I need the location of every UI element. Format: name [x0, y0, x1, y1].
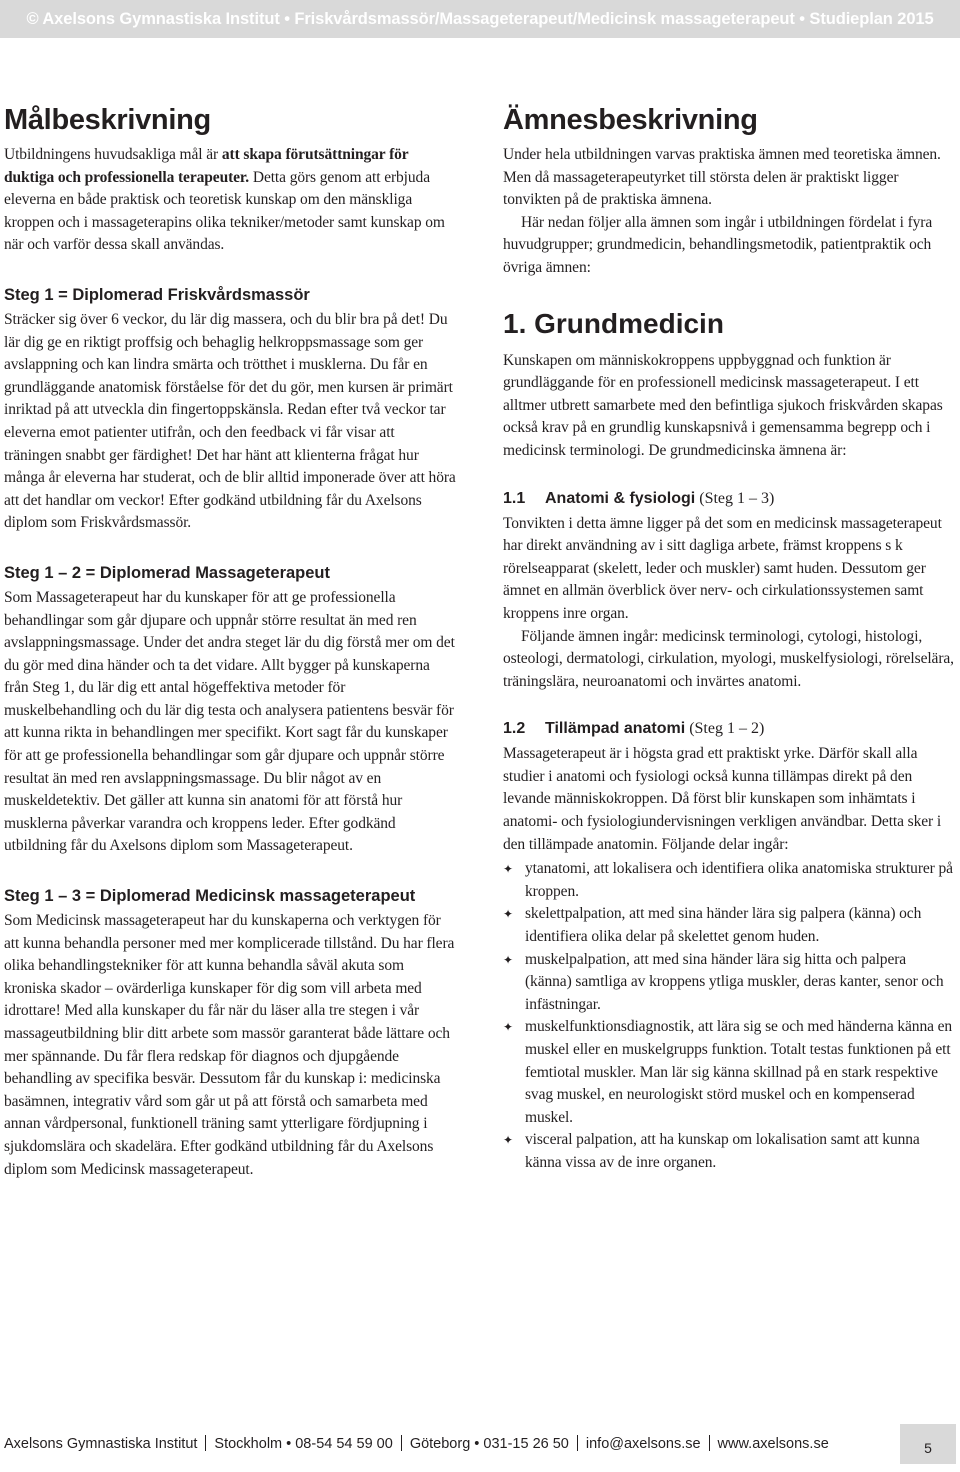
step3-text: Som Medicinsk massageterapeut har du kunskaperna och verktygen för att kunna behandla personer med mer komplicerade tillstånd. Du har flera olika behandlingstekniker för att kunna behandla såväl akuta som kroniska skador – ovärderliga kunskaper för dig som vill arbeta med idrottare! Med alla kunskaper du får när du läser alla tre stegen i vår massageutbildning blir ditt arbete som massör garanterat både lättare och mer spännande. Du får flera redskap för diagnos och djupgående behandling av specifika besvär. Dessutom får du kunskap i: medicinska basämnen, integrativ vård som går ut på att förstå och samarbeta med annan vårdpersonal, funktionell träning samt ytterligare fördjupning i sjukdomslära och skadelära. Efter godkänd utbildning får du Axelsons diplom som Medicinsk massageterapeut. [4, 912, 455, 1178]
left-column [4, 100, 456, 1181]
malbeskrivning-intro [4, 144, 456, 257]
amnes-intro-2: Här nedan följer alla ämnen som ingår i utbildningen fördelat i fyra huvudgrupper; grundmedicin, behandlingsmetodik, patientpraktik och övriga ämnen: [503, 213, 933, 276]
anatomi-fysiologi-heading [503, 487, 955, 511]
grundmedicin-heading: 1. Grundmedicin [503, 307, 724, 339]
footer-web-link[interactable]: www.axelsons.se [717, 1436, 829, 1452]
footer-divider [205, 1435, 206, 1451]
list-item [503, 1016, 955, 1129]
list-item-text: skelettpalpation, att med sina händer lära sig palpera (känna) och identifiera olika delar på skelettet genom huden. [525, 905, 922, 946]
malbeskrivning-heading: Målbeskrivning [4, 104, 211, 136]
footer-divider [709, 1435, 710, 1451]
step3-heading: Steg 1 – 3 = Diplomerad Medicinsk massageterapeut [4, 887, 416, 906]
anatomi-text-2: Följande ämnen ingår: medicinsk terminologi, cytologi, histologi, osteologi, dermatologi, cirkulation, myologi, muskelfysiologi, rörelselära, träningslära, neuroanatomi och invärtes anatomi. [503, 627, 954, 690]
tillampad-number: 1.2 [503, 720, 526, 738]
running-header: © Axelsons Gymnastiska Institut • Friskvårdsmassör/Massageterapeut/Medicinsk massageterapeut • Studieplan 2015 [0, 0, 960, 38]
step1-text: Sträcker sig över 6 veckor, du lär dig massera, och du blir bra på det! Du lär dig ge en riktigt proffsig och behaglig helkroppsmassage som ger avslappning och kan lindra smärta och trötthet i musklerna. Du får en grundläggande anatomisk förståelse för det du gör, men kursen är primärt inriktad på att utveckla din fingertoppskänsla. Redan efter två veckor tar eleverna emot patienter utifrån, och den feedback vi får visar att träningen snabbt ger färdighet! Det har hänt att klienterna frågat hur många år eleverna har studerat, och de blir alltid imponerade över att höra att det handlar om veckor! Efter godkänd utbildning får du Axelsons diplom som Friskvårdsmassör. [4, 310, 456, 532]
footer-email-link[interactable]: info@axelsons.se [585, 1436, 701, 1452]
tillampad-anatomi-heading [503, 717, 955, 741]
footer-divider [401, 1435, 402, 1451]
page-number: 5 [900, 1424, 956, 1464]
bullet-icon: ✦ [503, 907, 513, 922]
footer-divider [577, 1435, 578, 1451]
list-item [503, 949, 955, 1017]
anatomi-title: Anatomi & fysiologi [545, 489, 696, 507]
bullet-icon: ✦ [503, 862, 513, 877]
page-footer [4, 1432, 884, 1456]
intro-bold: att skapa förutsättningar för duktiga och professionella terapeuter. [4, 146, 409, 186]
bullet-icon: ✦ [503, 1020, 513, 1035]
bullet-icon: ✦ [503, 1133, 513, 1148]
step2-text: Som Massageterapeut har du kunskaper för att ge professionella behandlingar som går djupare och uppnår större resultat än med ren avslappningsmassage. Under det andra steget lär du dig förstå mer om det du gör med dina händer och ta det vidare. Allt bygger på kunskaperna från Steg 1, du lär dig ett antal högeffektiva metoder för muskelbehandling och du lär dig testa och analysera patientens besvär för att kunna rikta in behandlingen mer specifikt. Kort sagt får du kunskaper för att ge professionella behandlingar som går djupare och uppnår större resultat än med ren avslappningsmassage. Du blir något av en muskeldetektiv. Det gäller att kunna sin anatomi för att förstå hur musklerna påverkar varandra och kroppens leder. Efter godkänd utbildning får du Axelsons diplom som Massageterapeut. [4, 588, 455, 855]
list-item-text: muskelpalpation, att med sina händer lära sig hitta och palpera (känna) samtliga av kroppens ytliga muskler, deras kanter, senor och infästningar. [525, 950, 944, 1013]
step2-heading: Steg 1 – 2 = Diplomerad Massageterapeut [4, 563, 330, 582]
tillampad-list [503, 858, 955, 1174]
list-item [503, 903, 955, 948]
list-item-text: ytanatomi, att lokalisera och identifiera olika anatomiska strukturer på kroppen. [525, 860, 953, 900]
step1-heading: Steg 1 = Diplomerad Friskvårdsmassör [4, 285, 310, 304]
amnesbeskrivning-heading: Ämnesbeskrivning [503, 104, 758, 136]
tillampad-text: Massageterapeut är i högsta grad ett praktiskt yrke. Därför skall alla studier i anatomi och fysiologi också kunna tillämpas direkt på den levande människokroppen. Då först blir kunskapen som inhämtats i anatomi- och fysiologiundervisningen verkligen användbar. Detta sker i den tillämpade anatomin. Följande delar ingår: [503, 745, 942, 853]
intro-post: Detta görs genom att erbjuda eleverna en både praktisk och teoretisk kunskap om den mänskliga kroppen och i massageterapins olika tekniker/metoder samt kunskap om när och varför dessa skall användas. [4, 168, 445, 254]
right-column [503, 100, 955, 1175]
bullet-icon: ✦ [503, 952, 513, 967]
amnes-intro-1: Under hela utbildningen varvas praktiska ämnen med teoretiska ämnen. Men då massageterapeutyrket till största delen är praktiskt ligger tonvikten på de praktiska ämnena. [503, 146, 941, 209]
anatomi-text-1: Tonvikten i detta ämne ligger på det som en medicinsk massageterapeut har direkt användning av i sitt dagliga arbete, främst kroppens s k rörelseapparat (skelett, leder och muskler) samt huden. Dessutom ger ämnet en allmän överblick över nerv- och cirkulationssystemen samt kroppens inre organ. [503, 514, 942, 622]
intro-pre: Utbildningens huvudsakliga mål är [4, 146, 222, 163]
list-item-text: visceral palpation, att ha kunskap om lokalisation samt att kunna känna vissa av de inre organen. [525, 1131, 920, 1171]
grundmedicin-text: Kunskapen om människokroppens uppbyggnad och funktion är grundläggande för en professionell medicinsk massageterapeut. I ett alltmer utbrett samarbete med den befintliga sjukoch friskvården skapas också krav på en grundlig kunskapsnivå i gemensamma begrepp och i medicinsk terminologi. De grundmedicinska ämnena är: [503, 351, 943, 459]
list-item-text: muskelfunktionsdiagnostik, att lära sig se och med händerna känna en muskel eller en muskelgrupps funktion. Totalt testas funktionen på ett femtiotal muskler. Man lär sig känna skillnad på en stark respektive svag muskel, en neurologiskt störd muskel och en kompenserad muskel. [525, 1018, 953, 1126]
anatomi-steg: (Steg 1 – 3) [695, 489, 775, 507]
list-item [503, 858, 955, 903]
tillampad-steg: (Steg 1 – 2) [685, 720, 765, 738]
anatomi-number: 1.1 [503, 489, 526, 507]
footer-stockholm: Stockholm • 08-54 54 59 00 [214, 1436, 393, 1452]
list-item [503, 1129, 955, 1174]
tillampad-title: Tillämpad anatomi [545, 720, 686, 738]
footer-org: Axelsons Gymnastiska Institut [4, 1436, 198, 1452]
footer-goteborg: Göteborg • 031-15 26 50 [409, 1436, 569, 1452]
